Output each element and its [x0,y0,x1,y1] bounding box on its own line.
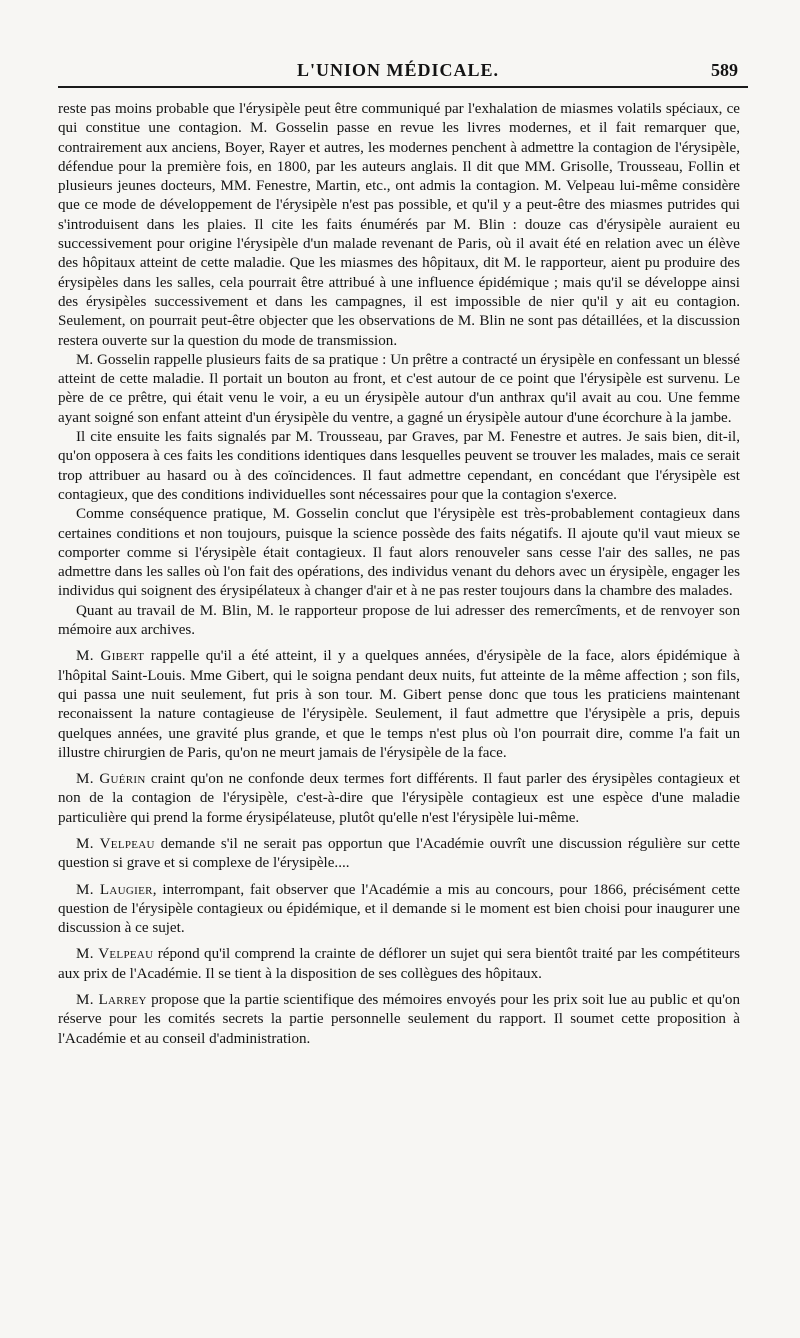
paragraph-gosselin-cases: M. Gosselin rappelle plusieurs faits de sa pratique : Un prêtre a contracté un érysipèle en confessant un blessé atteint de cette maladie. Il portait un bouton au front, et c'est autour de ce point que l'érysipèle est survenu. Le père de ce prêtre, qui était venu le voir, a eu un érysipèle autour d'un anthrax qu'il avait au cou. Une femme ayant soigné son enfant atteint d'un érysipèle du ventre, a gagné un érysipèle autour d'une écorchure à la jambe. [58,351,740,426]
paragraph-guerin [58,770,740,828]
speaker-text: , interrompant, fait observer que l'Académie a mis au concours, pour 1866, précisément cette question de l'érysipèle contagieux ou épidémique, et il demande si le moment est bien choisi pour inaugurer une discussion à ce sujet. [58,881,740,937]
speaker-name: M. Guérin [76,771,146,788]
paragraph-laugier [58,881,740,939]
paragraph-larrey [58,991,740,1049]
header-rule [58,86,748,88]
speaker-name: M. Larrey [76,992,147,1009]
speaker-text: craint qu'on ne confonde deux termes fort différents. Il faut parler des érysipèles contagieux et non de la contagion de l'érysipèle, c'est-à-dire que l'érysipèle contagieux est une espèce d'une maladie particulière qui prend la forme érysipélateuse, plutôt qu'elle n'est l'érysipèle lui-même. [58,771,740,826]
paragraph-gibert [58,647,740,763]
running-title: L'UNION MÉDICALE. [296,60,500,80]
paragraph-conclusion: Comme conséquence pratique, M. Gosselin conclut que l'érysipèle est très-probablement contagieux dans certaines conditions et non toujours, puisque la science possède des faits négatifs. Il ajoute qu'il vaut mieux se comporter comme si l'érysipèle était contagieux. Il faut alors renouveler sans cesse l'air des salles, ne pas admettre dans les salles où l'on fait des opérations, des individus venant du dehors avec un érysipèle, engager les individus qui soignent des érysipélateux à changer d'air et à ne pas rester toujours dans la chambre des malades. [58,506,740,600]
speaker-name: M. Velpeau [76,835,155,852]
speaker-name: M. Gibert [76,648,145,665]
speaker-name: M. Laugier [76,881,153,898]
paragraph-blin-proposal: Quant au travail de M. Blin, M. le rapporteur propose de lui adresser des remercîments, et de renvoyer son mémoire aux archives. [58,602,740,639]
page-header [58,60,738,84]
paragraph-continuation: reste pas moins probable que l'érysipèle peut être communiqué par l'exhalation de miasmes volatils spéciaux, ce qui constitue une contagion. M. Gosselin passe en revue les livres modernes, et il fait remarquer que, contrairement aux anciens, Boyer, Rayer et autres, les modernes penchent à admettre la contagion de l'érysipèle, défendue pour la première fois, en 1800, par les auteurs anglais. Il dit que MM. Grisolle, Trousseau, Follin et plusieurs jeunes docteurs, MM. Fenestre, Martin, etc., ont admis la contagion. M. Velpeau lui-même considère que ce mode de développement de l'érysipèle n'est pas possible, et qu'il y a peut-être des miasmes putrides qui s'introduisent dans les plaies. Il cite les faits énumérés par M. Blin : douze cas d'érysipèle auraient eu successivement pour origine l'érysipèle d'un malade revenant de Paris, où il avait été en relation avec un élève des hôpitaux atteint de cette maladie. Que les miasmes des hôpitaux, dit M. le rapporteur, aient pu produire des érysipèles dans les salles, cela pourrait être attribué à une influence épidémique ; mais qu'il se développe ainsi des érysipèles successivement et dans les campagnes, il est impossible de nier qu'il y ait eu contagion. Seulement, on pourrait peut-être objecter que les observations de M. Blin ne sont pas détaillées, et la discussion restera ouverte sur la question du mode de transmission. [58,101,740,349]
paragraph-velpeau-2 [58,945,740,984]
speaker-text: répond qu'il comprend la crainte de déflorer un sujet qui sera bientôt traité par les compétiteurs aux prix de l'Académie. Il se tient à la disposition de ses collègues des hôpitaux. [58,946,740,982]
speaker-name: M. Velpeau [76,946,154,963]
speaker-text: rappelle qu'il a été atteint, il y a quelques années, d'érysipèle de la face, alors épidémique à l'hôpital Saint-Louis. Mme Gibert, qui le soigna pendant deux nuits, fut atteinte de la même affection ; son fils, qui passa une nuit seulement, fut pris à son tour. M. Gibert pense donc que tous les praticiens maintenant reconaissent la nature contagieuse de l'érysipèle. Seulement, il faut admettre que l'érysipèle a pris, depuis quelques années, une gravité plus grande, et que le temps n'est plus où l'on pourrait dire, comme l'a fait un illustre chirurgien de Paris, qu'on ne meurt jamais de l'érysipèle de la face. [58,648,740,761]
page-number: 589 [711,60,738,80]
body-text [58,100,740,1049]
speaker-text: propose que la partie scientifique des mémoires envoyés pour les prix soit lue au public et qu'on réserve pour les comités secrets la partie personnelle seulement du rapport. Il soumet cette proposition à l'Académie et au conseil d'administration. [58,992,741,1047]
paragraph-velpeau-1 [58,835,740,874]
paragraph-other-cases: Il cite ensuite les faits signalés par M. Trousseau, par Graves, par M. Fenestre et autres. Je sais bien, dit-il, qu'on opposera à ces faits les conditions identiques dans lesquelles peuvent se trouver les malades, mais ce serait trop attribuer au hasard ou à des coïncidences. Il faut admettre cependant, en concédant que l'érysipèle est contagieux, que des conditions individuelles sont nécessaires pour que la contagion s'exerce. [58,429,740,503]
speaker-text: demande s'il ne serait pas opportun que l'Académie ouvrît une discussion régulière sur cette question si grave et si complexe de l'érysipèle.... [58,835,740,872]
